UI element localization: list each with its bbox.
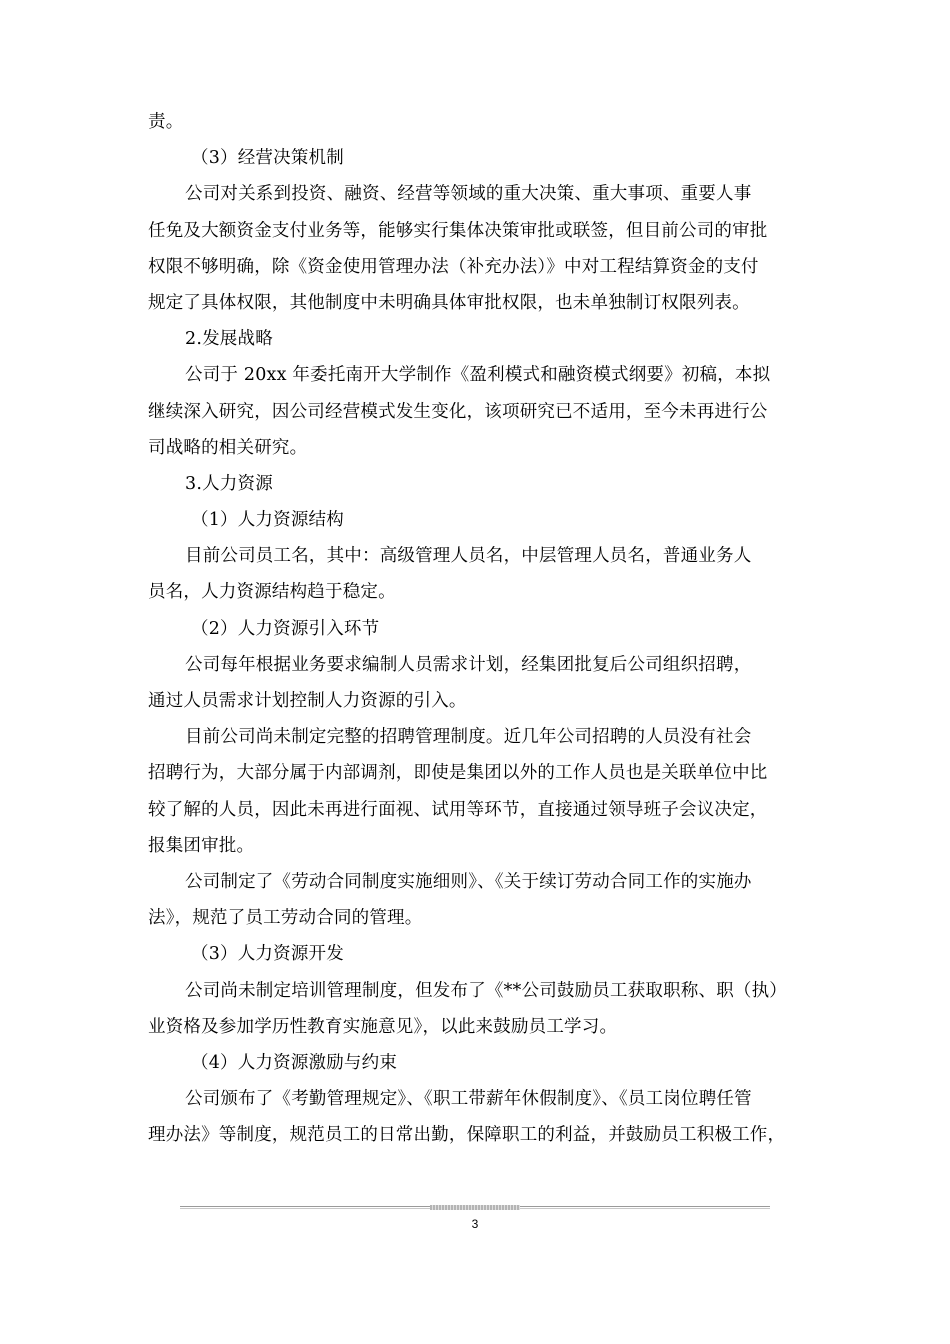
text-line: 公司颁布了《考勤管理规定》、《职工带薪年休假制度》、《员工岗位聘任管 bbox=[185, 1089, 752, 1110]
text-line: 公司制定了《劳动合同制度实施细则》、《关于续订劳动合同工作的实施办 bbox=[185, 871, 752, 892]
document-body bbox=[148, 104, 808, 1153]
text-line: 员名，人力资源结构趋于稳定。 bbox=[148, 582, 396, 603]
text-line: 理办法》等制度，规范员工的日常出勤，保障职工的利益，并鼓励员工积极工作， bbox=[148, 1125, 786, 1146]
text-line: 规定了具体权限，其他制度中未明确具体审批权限，也未单独制订权限列表。 bbox=[148, 292, 750, 313]
text-line: 目前公司尚未制定完整的招聘管理制度。近几年公司招聘的人员没有社会 bbox=[185, 727, 752, 748]
page-number: 3 bbox=[471, 1217, 479, 1231]
text-line: 公司每年根据业务要求编制人员需求计划，经集团批复后公司组织招聘， bbox=[185, 654, 752, 675]
section-heading: （4）人力资源激励与约束 bbox=[191, 1052, 398, 1073]
text-line: 权限不够明确，除《资金使用管理办法（补充办法）》中对工程结算资金的支付 bbox=[148, 256, 759, 277]
section-heading: （1）人力资源结构 bbox=[191, 510, 344, 531]
footer-divider-ornament bbox=[430, 1205, 520, 1210]
section-heading: （3）人力资源开发 bbox=[191, 944, 344, 965]
text-line: 公司对关系到投资、融资、经营等领域的重大决策、重大事项、重要人事 bbox=[185, 184, 752, 205]
section-heading: （3）经营决策机制 bbox=[191, 148, 344, 169]
text-line: 目前公司员工名，其中：高级管理人员名，中层管理人员名，普通业务人 bbox=[185, 546, 752, 567]
text-line: 任免及大额资金支付业务等，能够实行集体决策审批或联签，但目前公司的审批 bbox=[148, 220, 768, 241]
text-line: 司战略的相关研究。 bbox=[148, 437, 308, 458]
text-line: 公司于 20xx 年委托南开大学制作《盈利模式和融资模式纲要》初稿，本拟 bbox=[185, 365, 771, 386]
section-heading: （2）人力资源引入环节 bbox=[191, 618, 380, 639]
text-line: 业资格及参加学历性教育实施意见》，以此来鼓励员工学习。 bbox=[148, 1016, 618, 1037]
text-line: 继续深入研究，因公司经营模式发生变化，该项研究已不适用，至今未再进行公 bbox=[148, 401, 768, 422]
text-line: 通过人员需求计划控制人力资源的引入。 bbox=[148, 691, 467, 711]
text-line: 2.发展战略 bbox=[185, 329, 273, 350]
text-line: 招聘行为，大部分属于内部调剂，即使是集团以外的工作人员也是关联单位中比 bbox=[148, 763, 768, 784]
text-line: 3.人力资源 bbox=[185, 473, 273, 494]
text-line: 法》，规范了员工劳动合同的管理。 bbox=[148, 908, 423, 929]
text-line: 报集团审批。 bbox=[148, 835, 255, 856]
text-line: 责。 bbox=[148, 112, 184, 132]
text-line: 较了解的人员，因此未再进行面视、试用等环节，直接通过领导班子会议决定， bbox=[148, 799, 768, 820]
text-line: 公司尚未制定培训管理制度，但发布了《**公司鼓励员工获取职称、职（执） bbox=[185, 980, 787, 1001]
